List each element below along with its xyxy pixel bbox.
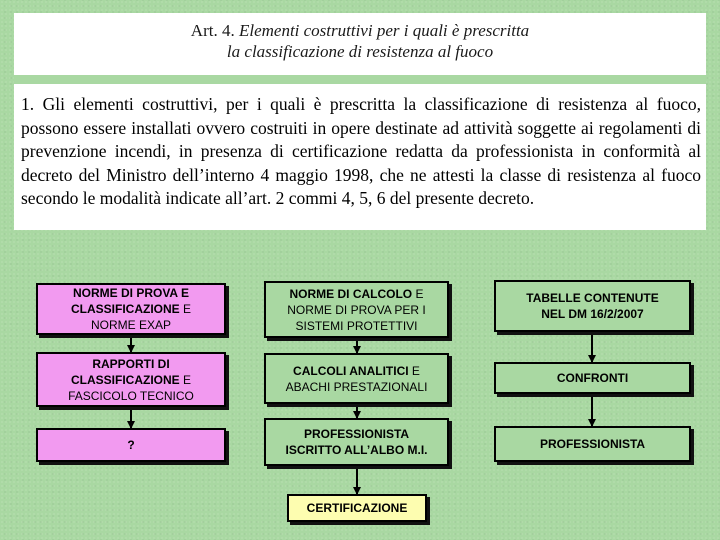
panel-divider	[14, 75, 706, 84]
box-calcoli-analitici	[264, 353, 449, 404]
article-text-panel	[14, 13, 706, 230]
box-calcoli-line1: CALCOLI ANALITICI	[293, 363, 409, 378]
box-prof-albo-line2: ISCRITTO ALL’ALBO M.I.	[285, 443, 428, 457]
article-number: Art. 4.	[190, 21, 235, 40]
box-calcoli-line2: ABACHI PRESTAZIONALI	[285, 379, 428, 394]
box-norme-di-prova	[36, 283, 226, 335]
box-question	[36, 428, 226, 462]
box-norme-calcolo-line1: NORME DI CALCOLO	[289, 286, 413, 301]
box-prof-albo-line1: PROFESSIONISTA	[303, 427, 410, 441]
box-question-label: ?	[127, 438, 135, 452]
box-norme-di-prova-line1: NORME DI PROVA E	[72, 286, 189, 300]
article-title-line1: Elementi costruttivi per i quali è prescritta	[238, 21, 530, 40]
box-norme-di-prova-line2-tail: E	[179, 302, 191, 316]
box-rapporti-line3: FASCICOLO TECNICO	[68, 388, 194, 403]
box-professionista	[494, 426, 691, 462]
box-norme-di-prova-line3: NORME EXAP	[90, 318, 171, 332]
box-rapporti-line1: RAPPORTI DI	[92, 356, 170, 371]
box-tabelle-line2: NEL DM 16/2/2007	[541, 307, 644, 321]
box-norme-calcolo-line1-tail: E	[412, 286, 424, 301]
box-certificazione	[287, 494, 427, 522]
box-professionista-albo	[264, 418, 449, 466]
box-confronti-label: CONFRONTI	[556, 371, 629, 385]
box-rapporti-line2: CLASSIFICAZIONE	[70, 372, 180, 387]
article-paragraph: 1. Gli elementi costruttivi, per i quali è prescritta la classificazione di resistenza al fuoco, possono essere installati ovvero costruiti in opere destinate ad attività soggette ai regolamenti di prevenzione incendi, in presenza di certificazione redatta da professionista in conformità al decreto del Ministro dell’interno 4 maggio 1998, che ne attesti la classe di resistenza al fuoco secondo le modalità indicate all’art. 2 commi 4, 5, 6 del presente decreto.	[21, 94, 701, 209]
article-title-line2: la classificazione di resistenza al fuoco	[226, 42, 494, 61]
box-norme-calcolo-line2: NORME DI PROVA PER I	[287, 302, 426, 317]
box-calcoli-line1-tail: E	[408, 363, 420, 378]
box-rapporti-line2-tail: E	[179, 372, 191, 387]
article-title	[14, 20, 706, 62]
box-certificazione-label: CERTIFICAZIONE	[306, 501, 408, 515]
box-norme-di-calcolo	[264, 281, 449, 338]
box-professionista-label: PROFESSIONISTA	[539, 437, 646, 451]
box-norme-calcolo-line3: SISTEMI PROTETTIVI	[295, 318, 418, 333]
box-norme-di-prova-line2: CLASSIFICAZIONE	[70, 302, 180, 316]
box-tabelle-contenute	[494, 280, 691, 332]
box-rapporti-di-classificazione	[36, 352, 226, 407]
box-confronti	[494, 362, 691, 394]
box-tabelle-line1: TABELLE CONTENUTE	[526, 291, 659, 305]
